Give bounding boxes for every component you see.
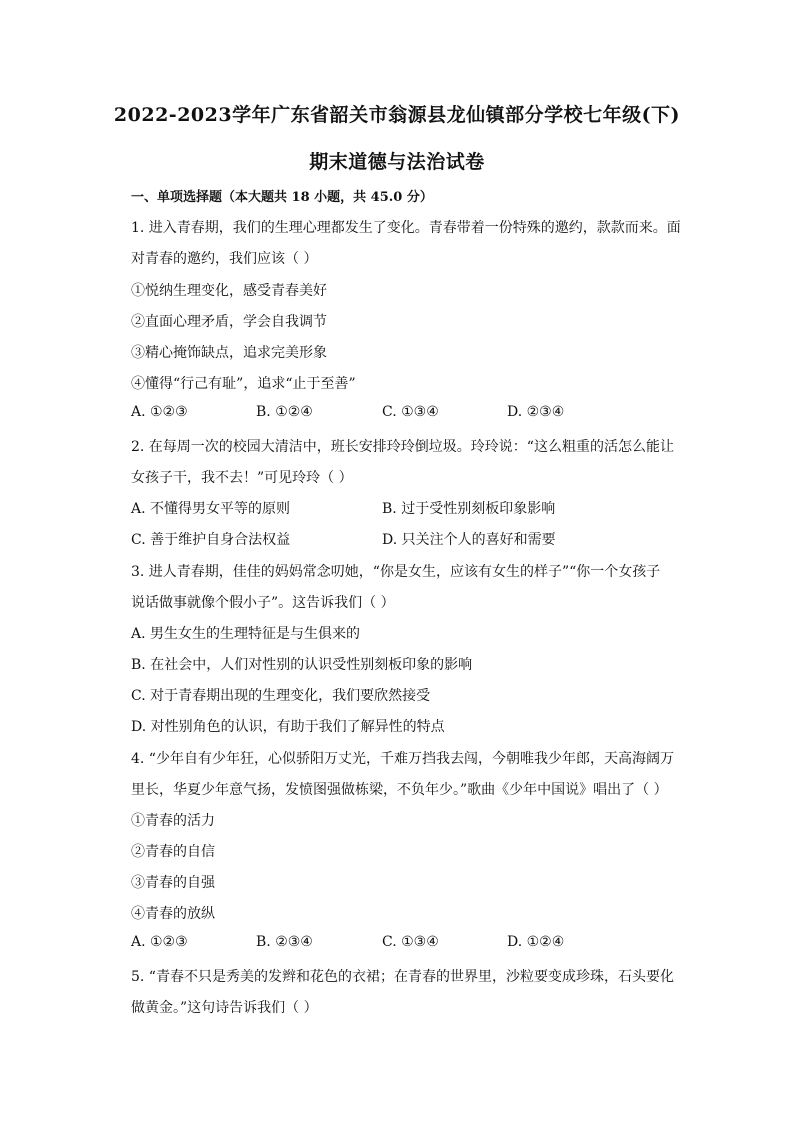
answer-option: B. 过于受性别刻板印象影响 — [382, 501, 556, 517]
question-stem-line: 对青春的邀约，我们应该（ ） — [131, 251, 318, 267]
question-stem-line: 4. “少年自有少年狂，心似骄阳万丈光，千难万挡我去闯，今朝唯我少年郎，天高海阔万 — [131, 751, 674, 767]
statement-item: ②直面心理矛盾，学会自我调节 — [131, 314, 327, 330]
answer-option: C. ①③④ — [382, 934, 439, 950]
answer-option: A. ①②③ — [131, 404, 188, 420]
answer-option: C. 对于青春期出现的生理变化，我们要欣然接受 — [131, 688, 431, 704]
statement-item: ③精心掩饰缺点，追求完美形象 — [131, 345, 327, 361]
answer-option: C. ①③④ — [382, 404, 439, 420]
question-stem-line: 1. 进入青春期，我们的生理心理都发生了变化。青春带着一份特殊的邀约，款款而来。面 — [131, 220, 681, 236]
answer-option: D. ②③④ — [507, 404, 565, 420]
answer-option: A. 不懂得男女平等的原则 — [131, 501, 291, 517]
answer-option: B. 在社会中，人们对性别的认识受性别刻板印象的影响 — [131, 657, 473, 673]
statement-item: ④懂得“行己有耻”，追求“止于至善” — [131, 376, 356, 392]
answer-option: C. 善于维护自身合法权益 — [131, 532, 291, 548]
answer-option: D. 对性别角色的认识，有助于我们了解异性的特点 — [131, 719, 445, 735]
statement-item: ②青春的自信 — [131, 844, 215, 860]
answer-option: A. ①②③ — [131, 934, 188, 950]
section-heading: 一、单项选择题（本大题共 18 小题，共 45.0 分） — [131, 190, 433, 205]
question-stem-line: 2. 在每周一次的校园大清洁中，班长安排玲玲倒垃圾。玲玲说：“这么粗重的活怎么能让 — [131, 439, 674, 455]
question-stem-line: 3. 进人青春期，佳佳的妈妈常念叨她，“你是女生，应该有女生的样子”“你一个女孩子 — [131, 564, 661, 580]
question-stem-line: 女孩子干，我不去！”可见玲玲（ ） — [131, 470, 353, 486]
answer-option: B. ①②④ — [256, 404, 313, 420]
exam-title-line2: 期末道德与法治试卷 — [309, 151, 485, 173]
statement-item: ①悦纳生理变化，感受青春美好 — [131, 283, 327, 299]
question-stem-line: 做黄金。”这句诗告诉我们（ ） — [131, 1000, 318, 1016]
statement-item: ④青春的放纵 — [131, 906, 215, 922]
question-stem-line: 说话做事就像个假小子”。这告诉我们（ ） — [131, 595, 395, 611]
question-stem-line: 里长，华夏少年意气扬，发愤图强做栋梁，不负年少。”歌曲《少年中国说》唱出了（ ） — [131, 782, 668, 798]
answer-option: D. 只关注个人的喜好和需要 — [382, 532, 556, 548]
exam-title-line1: 2022-2023学年广东省韶关市翁源县龙仙镇部分学校七年级(下) — [113, 104, 681, 126]
question-stem-line: 5. “青春不只是秀美的发辫和花色的衣裙；在青春的世界里，沙粒要变成珍珠，石头要化 — [131, 969, 674, 985]
statement-item: ①青春的活力 — [131, 813, 215, 829]
statement-item: ③青春的自强 — [131, 875, 215, 891]
answer-option: D. ①②④ — [507, 934, 565, 950]
answer-option: A. 男生女生的生理特征是与生俱来的 — [131, 626, 361, 642]
answer-option: B. ②③④ — [256, 934, 313, 950]
